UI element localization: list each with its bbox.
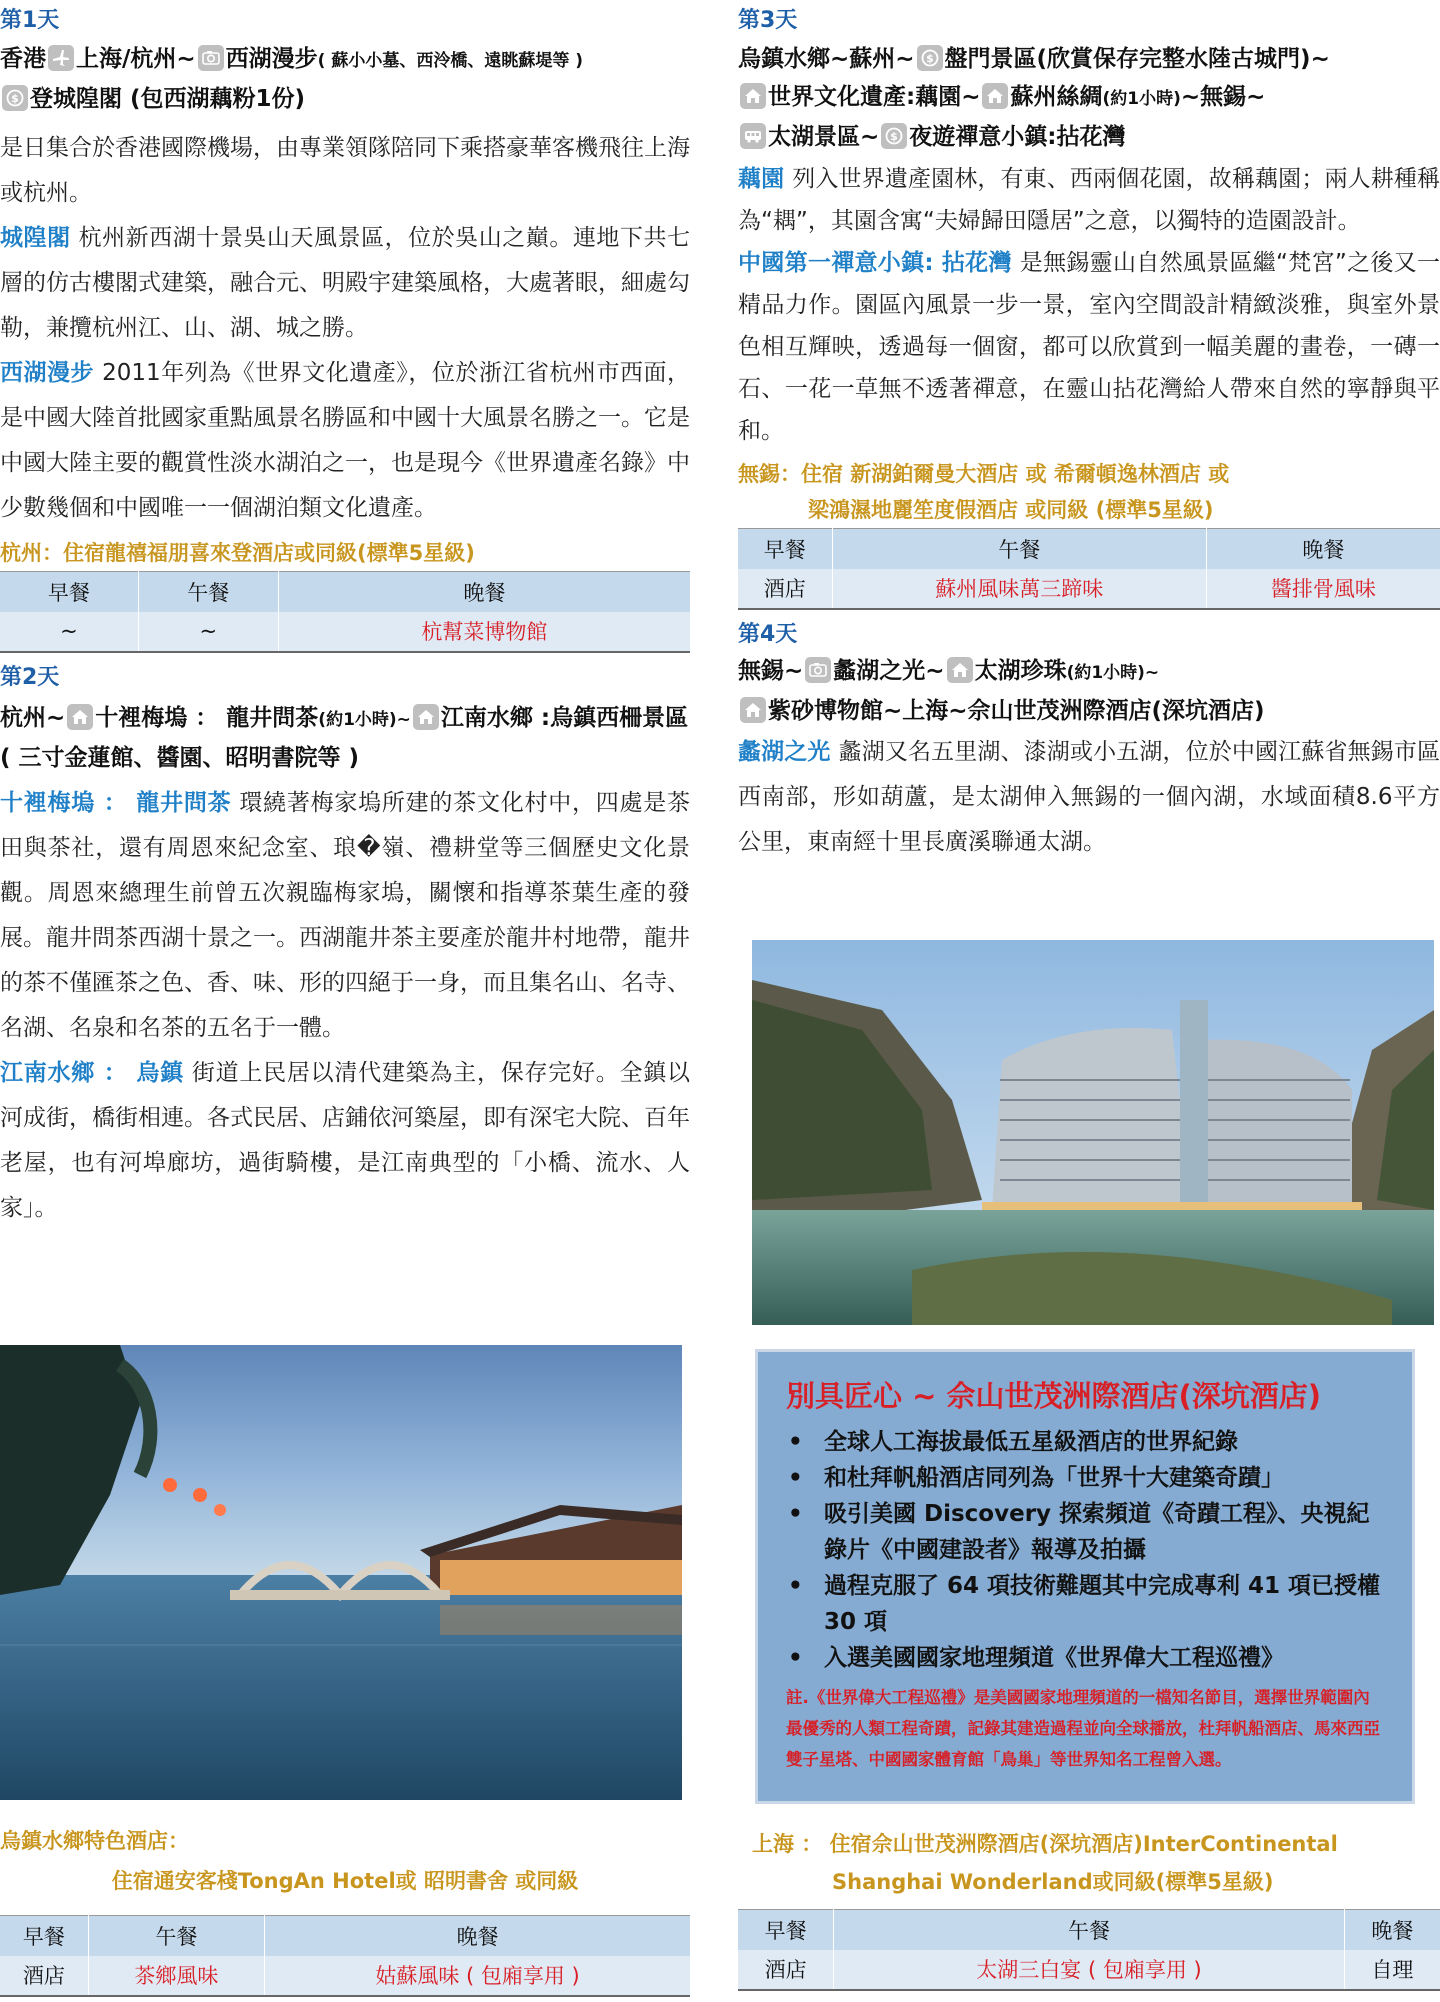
day3-route-d-note: (約1小時)	[1102, 89, 1181, 109]
intercontinental-wonderland-photo	[752, 940, 1434, 1325]
meal-lunch: ~	[138, 612, 278, 652]
feature-title: 別具匠心 ~ 佘山世茂洲際酒店(深坑酒店)	[786, 1379, 1321, 1413]
house-icon	[740, 83, 766, 109]
day1-paragraph-2	[0, 351, 690, 531]
day2-route-a: 杭州~	[0, 704, 66, 731]
day4-section	[738, 614, 1440, 865]
day2-route	[0, 699, 690, 777]
list-item: • 和杜拜帆船酒店同列為「世界十大建築奇蹟」	[786, 1460, 1384, 1496]
day4-route-d: 紫砂博物館~上海~佘山世茂洲際酒店(深坑酒店)	[768, 697, 1265, 724]
day1-intro: 是日集合於香港國際機場，由專業領隊陪同下乘搭豪華客機飛往上海或杭州。	[0, 135, 690, 206]
meal-breakfast: 酒店	[738, 1950, 834, 1990]
day2-section	[0, 657, 690, 1231]
day3-route-line3	[738, 118, 1440, 156]
day2-label: 第2天	[0, 664, 60, 690]
day3-p2-lead: 中國第一禪意小鎮: 拈花灣	[738, 250, 1012, 276]
left-column	[0, 0, 690, 1231]
day1-p1-lead: 城隍閣	[0, 225, 71, 251]
meal-lunch: 太湖三白宴 ( 包廂享用 )	[834, 1950, 1344, 1990]
day1-p1-text: 杭州新西湖十景吳山天風景區，位於吳山之巔。連地下共七層的仿古樓閣式建築，融合元、明殿宇建築風格，大處著眼，細處勾勒，兼攬杭州江、山、湖、城之勝。	[0, 225, 691, 341]
day1-route	[0, 40, 690, 80]
house-icon	[67, 704, 93, 730]
meal-header-dinner: 晚餐	[1206, 529, 1440, 569]
day3-meal-table	[738, 528, 1440, 610]
list-item: • 入選美國國家地理頻道《世界偉大工程巡禮》	[786, 1640, 1384, 1676]
day4-label: 第4天	[738, 621, 798, 647]
day3-route-d2: ~無錫~	[1180, 84, 1266, 110]
meal-breakfast: 酒店	[738, 569, 832, 609]
day4-route	[738, 652, 1440, 692]
house-icon	[982, 83, 1008, 109]
day2-meal-table	[0, 1915, 690, 1997]
right-column	[738, 0, 1440, 865]
meal-header-breakfast: 早餐	[0, 572, 138, 612]
day4-route-b: 蠡湖之光~	[833, 657, 945, 684]
day3-route	[738, 40, 1440, 78]
day4-paragraph-1	[738, 730, 1440, 865]
day2-p2-text: 街道上民居以清代建築為主，保存完好。全鎮以河成街，橋街相連。各式民居、店鋪依河築屋，即有深宅大院、百年老屋，也有河埠廊坊，過街騎樓，是江南典型的「小橋、流水、人家」。	[0, 1059, 691, 1221]
meal-lunch: 茶鄉風味	[88, 1956, 264, 1996]
day4-route-c: 太湖珍珠	[974, 657, 1067, 684]
day3-hotel-line2: 梁鴻濕地麗笙度假酒店 或同級 (標準5星級)	[808, 498, 1214, 522]
plane-icon	[48, 45, 74, 71]
day1-route-a: 香港	[0, 46, 46, 72]
meal-header-dinner: 晚餐	[265, 1916, 690, 1956]
bus-icon	[740, 123, 766, 149]
meal-header-lunch: 午餐	[834, 1910, 1344, 1950]
meal-header-breakfast: 早餐	[0, 1916, 88, 1956]
day4-route-line2	[738, 692, 1440, 730]
list-item: • 全球人工海拔最低五星級酒店的世界紀錄	[786, 1424, 1384, 1460]
day4-hotel-line1: 上海 ： 住宿佘山世茂洲際酒店(深坑酒店)InterContinental	[752, 1832, 1338, 1856]
day1-route-d: 登城隍閣 (包西湖藕粉1份)	[30, 86, 306, 112]
camera-icon	[805, 657, 831, 683]
day2-paragraph-2	[0, 1051, 690, 1231]
day3-route-f: 夜遊禪意小鎮:拈花灣	[909, 124, 1126, 150]
meal-header-dinner: 晚餐	[278, 572, 690, 612]
day1-route-c: 西湖漫步	[225, 46, 318, 72]
day4-meal-table	[738, 1909, 1440, 1991]
meal-dinner: 醬排骨風味	[1206, 569, 1440, 609]
day1-route-line2	[0, 80, 690, 118]
day3-route-a: 烏鎮水鄉~蘇州~	[738, 46, 915, 72]
meal-header-lunch: 午餐	[88, 1916, 264, 1956]
feature-note: 註.《世界偉大工程巡禮》是美國國家地理頻道的一檔知名節目，選擇世界範圍內最優秀的人類工程奇蹟，記錄其建造過程並向全球播放，杜拜帆船酒店、馬來西亞雙子星塔、中國國家體育館「鳥巢」等世界知名工程曾入選。	[786, 1688, 1380, 1769]
hotel-feature-box	[755, 1349, 1415, 1804]
day3-route-d: 蘇州絲綢	[1010, 84, 1103, 110]
day2-p1-lead: 十裡梅塢 ： 龍井問茶	[0, 789, 232, 816]
day1-label: 第1天	[0, 8, 60, 33]
feature-list	[786, 1424, 1384, 1676]
svg-text:$: $	[925, 52, 934, 65]
meal-dinner: 杭幫菜博物館	[278, 612, 690, 652]
ticket-icon	[881, 123, 907, 149]
day4-p1-lead: 蠡湖之光	[738, 738, 831, 765]
day1-section	[0, 0, 690, 653]
list-item: • 過程克服了 64 項技術難題其中完成專利 41 項已授權 30 項	[786, 1568, 1384, 1640]
day2-hotel: 住宿通安客棧TongAn Hotel或 昭明書舍 或同級	[111, 1869, 579, 1893]
meal-dinner: 自理	[1344, 1950, 1440, 1990]
camera-icon	[198, 45, 224, 71]
day3-route-line2	[738, 78, 1440, 118]
meal-breakfast: ~	[0, 612, 138, 652]
svg-text:$: $	[11, 92, 19, 105]
house-icon	[740, 697, 766, 723]
day4-route-a: 無錫~	[738, 657, 804, 684]
day3-paragraph-1	[738, 158, 1440, 242]
house-icon	[947, 657, 973, 683]
day3-p2-text: 是無錫靈山自然風景區繼“梵宮”之後又一精品力作。園區內風景一步一景，室內空間設計精緻淡雅，與室外景色相互輝映，透過每一個窗，都可以欣賞到一幅美麗的畫卷，一磚一石、一花一草無不透著禪意，在靈山拈花灣給人帶來自然的寧靜與平和。	[738, 250, 1440, 444]
day1-hotel: 杭州：住宿龍禧福朋喜來登酒店或同級(標準5星級)	[0, 541, 475, 565]
day4-p1-text: 蠡湖又名五里湖、漆湖或小五湖，位於中國江蘇省無錫市區西南部，形如葫蘆，是太湖伸入無錫的一個內湖，水域面積8.6平方公里，東南經十里長廣溪聯通太湖。	[738, 738, 1440, 855]
day3-route-e: 太湖景區~	[768, 124, 880, 150]
day3-hotel-line1: 無錫：住宿 新湖鉑爾曼大酒店 或 希爾頓逸林酒店 或	[738, 462, 1230, 486]
day1-route-c-note: ( 蘇小小墓、西泠橋、遠眺蘇堤等 )	[317, 51, 584, 71]
meal-header-breakfast: 早餐	[738, 1910, 834, 1950]
day3-route-b: 盤門景區(欣賞保存完整水陸古城門)~	[944, 46, 1330, 72]
day1-p2-lead: 西湖漫步	[0, 360, 95, 386]
day1-p2-text: 2011年列為《世界文化遺產》，位於浙江省杭州市西面，是中國大陸首批國家重點風景名勝區和中國十大風景名勝之一。它是中國大陸主要的觀賞性淡水湖泊之一，也是現今《世界遺產名錄》中少數幾個和中國唯一一個湖泊類文化遺產。	[0, 360, 690, 521]
day2-p1-text: 環繞著梅家塢所建的茶文化村中，四處是茶田與茶社，還有周恩來紀念室、琅�嶺、禮耕堂等三個歷史文化景觀。周恩來總理生前曾五次親臨梅家塢，關懷和指導茶葉生產的發展。龍井問茶西湖十景之一。西湖龍井茶主要產於龍井村地帶，龍井的茶不僅匯茶之色、香、味、形的四絕于一身，而且集名山、名寺、名湖、名泉和名茶的五名于一體。	[0, 789, 691, 1041]
day3-route-c: 世界文化遺產:藕園~	[768, 84, 981, 110]
day2-route-c: 江南水鄉 :烏鎮西柵景區 ( 三寸金蓮館、醬園、昭明書院等 )	[0, 704, 689, 771]
meal-lunch: 蘇州風味萬三蹄味	[832, 569, 1206, 609]
meal-header-breakfast: 早餐	[738, 529, 832, 569]
wuzhen-water-town-photo	[0, 1345, 682, 1800]
day1-route-b: 上海/杭州~	[76, 46, 196, 72]
meal-header-lunch: 午餐	[138, 572, 278, 612]
ticket-icon	[917, 45, 943, 71]
meal-header-dinner: 晚餐	[1344, 1910, 1440, 1950]
ticket-icon	[2, 85, 28, 111]
day3-p1-lead: 藕園	[738, 166, 785, 192]
day2-route-b: 十裡梅塢 ： 龍井問茶	[95, 704, 319, 731]
day2-paragraph-1	[0, 781, 690, 1051]
meal-dinner: 姑蘇風味 ( 包廂享用 )	[265, 1956, 690, 1996]
svg-text:$: $	[890, 130, 899, 143]
day4-route-c-note: (約1小時)~	[1066, 662, 1160, 683]
meal-breakfast: 酒店	[0, 1956, 88, 1996]
day2-route-b-note: (約1小時)~	[318, 709, 411, 730]
day3-label: 第3天	[738, 8, 798, 33]
day2-hotel-title: 烏鎮水鄉特色酒店：	[0, 1829, 189, 1853]
house-icon	[413, 704, 439, 730]
list-item: • 吸引美國 Discovery 探索頻道《奇蹟工程》、央視紀錄片《中國建設者》報導及拍攝	[786, 1496, 1384, 1568]
day1-paragraph-1	[0, 216, 690, 351]
day3-paragraph-2	[738, 242, 1440, 452]
day1-meal-table	[0, 571, 690, 653]
meal-header-lunch: 午餐	[832, 529, 1206, 569]
day3-section	[738, 0, 1440, 610]
day3-p1-text: 列入世界遺產園林，有東、西兩個花園，故稱藕園；兩人耕種稱為“耦”，其園含寓“夫婦歸田隱居”之意，以獨特的造園設計。	[738, 166, 1440, 234]
day2-p2-lead: 江南水鄉 ： 烏鎮	[0, 1059, 184, 1086]
day4-hotel-line2: Shanghai Wonderland或同級(標準5星級)	[832, 1870, 1274, 1894]
